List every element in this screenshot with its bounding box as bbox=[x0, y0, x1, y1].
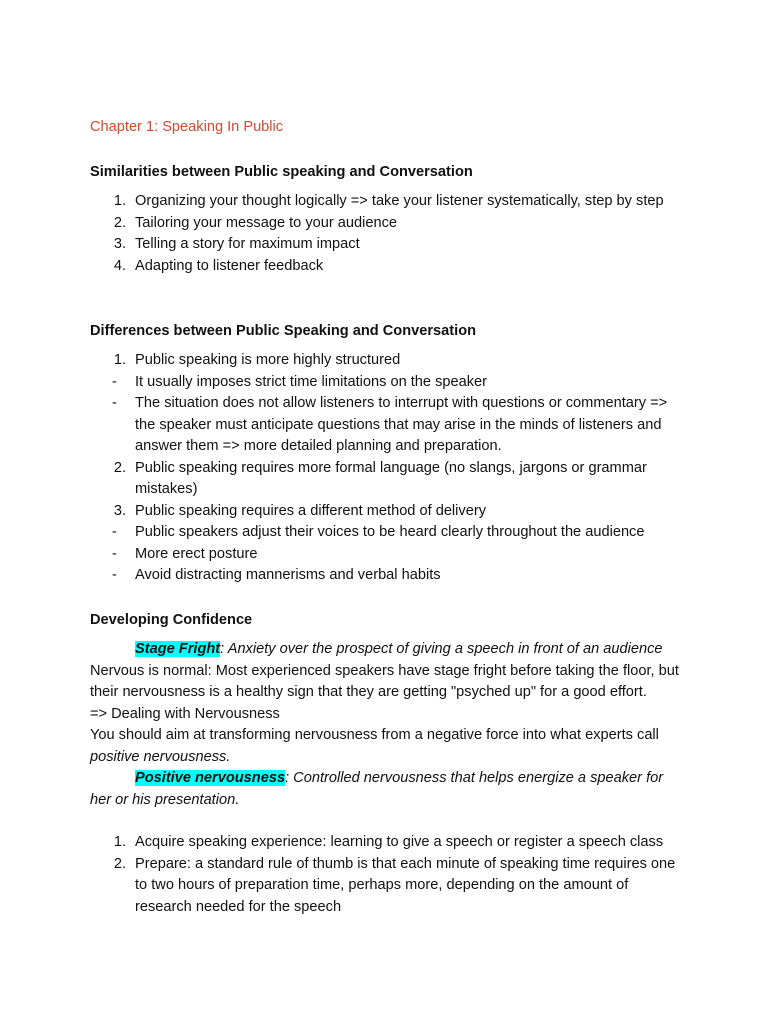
list-item-text: Public speaking requires more formal language (no slangs, jargons or grammar mistakes) bbox=[135, 459, 647, 497]
aim-italic: positive nervousness. bbox=[90, 748, 231, 765]
positive-term: Positive nervousness bbox=[135, 770, 286, 786]
section-heading-similarities: Similarities between Public speaking and Conversation bbox=[90, 164, 473, 180]
list-marker: 2. bbox=[113, 459, 126, 476]
positive-def: : Controlled nervousness that helps energize a speaker for her or his presentation. bbox=[90, 770, 664, 808]
list-item-text: More erect posture bbox=[135, 545, 258, 562]
list-item bbox=[0, 372, 768, 394]
list-item bbox=[0, 350, 768, 372]
list-item bbox=[0, 854, 768, 919]
list-marker: 3. bbox=[113, 502, 126, 519]
section-heading-confidence: Developing Confidence bbox=[90, 612, 253, 628]
list-marker: - bbox=[112, 373, 117, 390]
chapter-title: Chapter 1: Speaking In Public bbox=[90, 119, 284, 135]
list-item bbox=[0, 501, 768, 523]
list-marker: - bbox=[112, 524, 117, 540]
list-marker: - bbox=[112, 395, 117, 411]
list-item bbox=[0, 565, 768, 587]
list-marker: 2. bbox=[113, 855, 126, 872]
stage-fright-def: : Anxiety over the prospect of giving a speech in front of an audience bbox=[220, 641, 663, 657]
stage-fright-definition bbox=[90, 639, 680, 661]
nervous-normal-paragraph: Nervous is normal: Most experienced speakers have stage fright before taking the floor, but their nervousness is a healthy sign that they are getting "psyched up" for a good effort. bbox=[90, 662, 679, 700]
list-marker: 1. bbox=[113, 834, 126, 850]
list-item-text: Prepare: a standard rule of thumb is that each minute of speaking time requires one to two hours of preparation time, perhaps more, depending on the amount of research needed for the speech bbox=[135, 855, 676, 915]
list-marker: 3. bbox=[113, 236, 126, 252]
list-marker: - bbox=[112, 567, 117, 583]
list-item-text: Acquire speaking experience: learning to give a speech or register a speech class bbox=[135, 834, 664, 850]
list-item-text: Public speaking requires a different method of delivery bbox=[135, 502, 486, 519]
list-item bbox=[0, 544, 768, 566]
list-marker: 2. bbox=[113, 214, 126, 231]
list-marker: - bbox=[112, 545, 117, 562]
list-marker: 1. bbox=[113, 352, 126, 368]
list-item-text: Telling a story for maximum impact bbox=[135, 236, 360, 252]
confidence-list bbox=[0, 832, 768, 918]
list-item-text: Public speaking is more highly structured bbox=[135, 352, 401, 368]
list-item bbox=[0, 832, 768, 854]
list-item bbox=[0, 522, 768, 544]
list-item-text: The situation does not allow listeners to interrupt with questions or commentary => the speaker must anticipate questions that may arise in the minds of listeners and answer them => more detailed planning and preparation. bbox=[135, 395, 668, 454]
section-heading-differences: Differences between Public Speaking and Conversation bbox=[90, 323, 477, 339]
list-item bbox=[0, 191, 768, 213]
positive-nervousness-definition bbox=[90, 768, 680, 811]
confidence-body bbox=[90, 639, 680, 811]
stage-fright-term: Stage Fright bbox=[135, 641, 221, 657]
list-item-text: Public speakers adjust their voices to be heard clearly throughout the audience bbox=[135, 524, 645, 540]
list-item-text: It usually imposes strict time limitations on the speaker bbox=[135, 373, 488, 390]
list-item bbox=[0, 458, 768, 501]
aim-paragraph bbox=[90, 725, 680, 768]
list-item-text: Avoid distracting mannerisms and verbal habits bbox=[135, 567, 441, 583]
aim-text: You should aim at transforming nervousness from a negative force into what experts call bbox=[90, 727, 659, 743]
list-item-text: Tailoring your message to your audience bbox=[135, 214, 398, 231]
list-marker: 1. bbox=[113, 193, 126, 209]
list-item bbox=[0, 234, 768, 256]
list-item bbox=[0, 213, 768, 235]
list-item-text: Organizing your thought logically => take your listener systematically, step by step bbox=[135, 193, 664, 209]
list-item bbox=[0, 256, 768, 278]
list-marker: 4. bbox=[113, 257, 126, 274]
similarities-list bbox=[0, 191, 768, 277]
list-item-text: Adapting to listener feedback bbox=[135, 257, 324, 274]
dealing-line: => Dealing with Nervousness bbox=[90, 705, 280, 722]
differences-list bbox=[0, 350, 768, 587]
list-item bbox=[0, 393, 768, 458]
